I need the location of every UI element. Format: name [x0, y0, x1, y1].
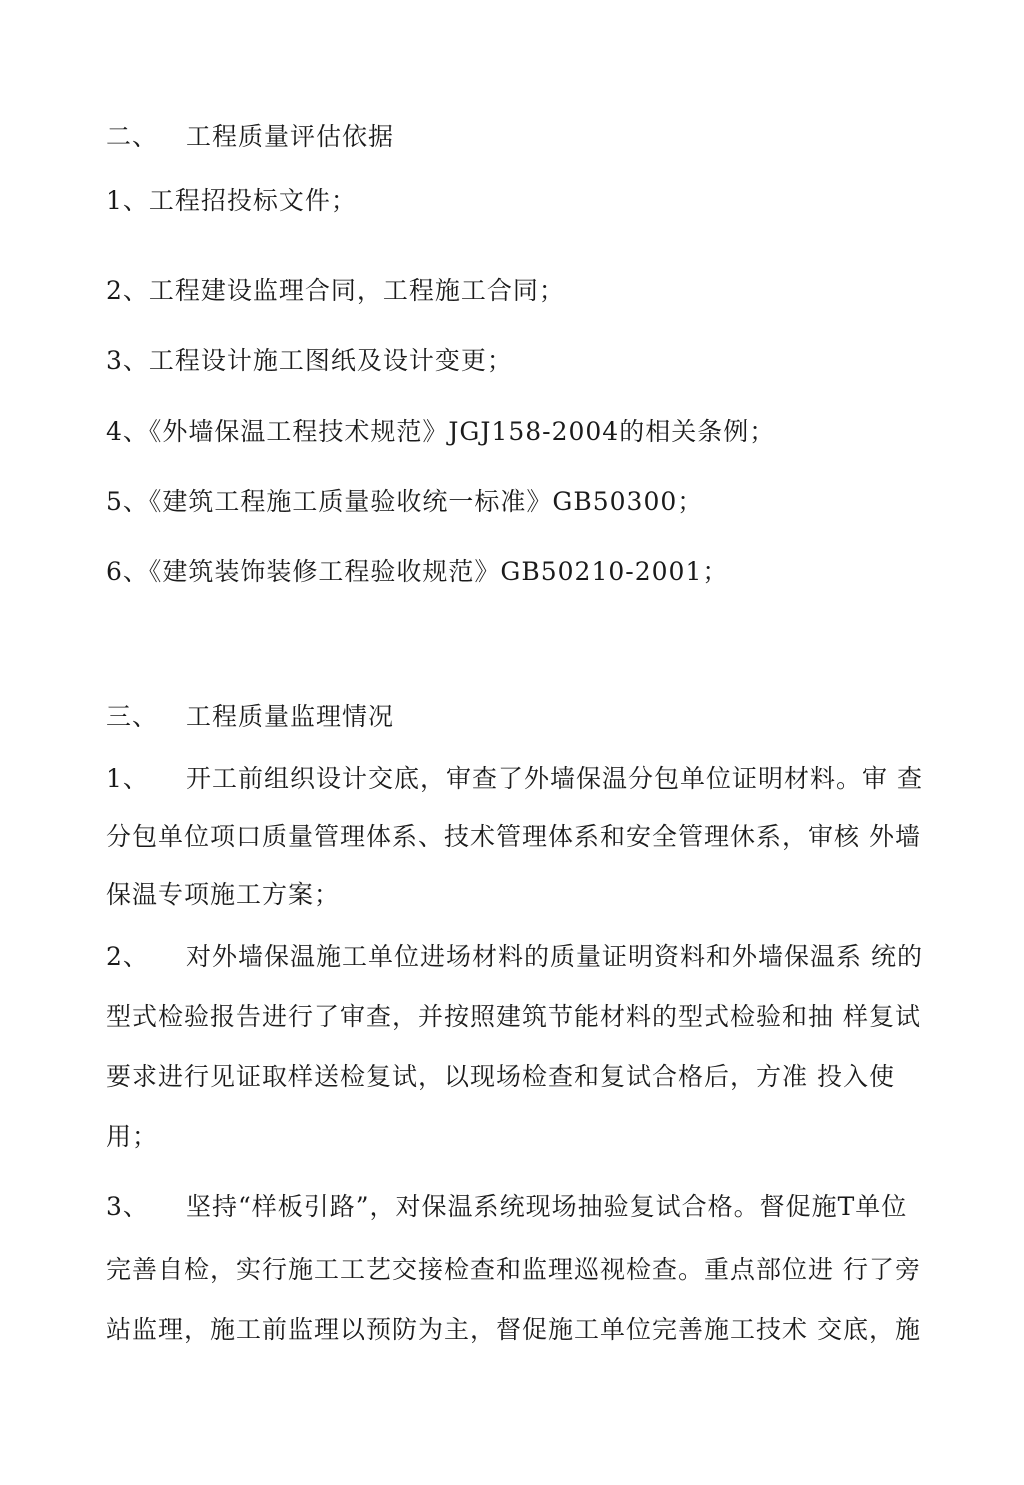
section-3-heading: [106, 700, 394, 734]
section-3-number: 三、: [106, 702, 159, 731]
para-2-line-1: [106, 940, 923, 974]
section-2-item-1: 1、工程招投标文件；: [106, 186, 357, 215]
para-3-text-1: 坚持“样板引路”，对保温系统现场抽验复试合格。督促施T单位: [186, 1192, 908, 1221]
section-2-item-3: 3、工程设计施工图纸及设计变更；: [106, 346, 513, 375]
para-1-number: 1、: [106, 764, 149, 793]
para-1-text-1: 开工前组织设计交底，审查了外墙保温分包单位证明材料。审 查: [186, 764, 923, 793]
section-2-heading: [106, 120, 394, 154]
section-2-item-5: 5、《建筑工程施工质量验收统一标准》GB50300；: [106, 487, 704, 516]
para-2-line-3: 要求进行见证取样送检复试，以现场检查和复试合格后，方准 投入使: [106, 1062, 895, 1091]
section-2-item-6: 6、《建筑装饰装修工程验收规范》GB50210-2001；: [106, 557, 729, 586]
para-1-line-1: [106, 762, 923, 796]
para-3-line-2: 完善自检，实行施工工艺交接检查和监理巡视检查。重点部位进 行了旁: [106, 1255, 921, 1284]
para-2-line-2: 型式检验报告进行了审查，并按照建筑节能材料的型式检验和抽 样复试: [106, 1002, 921, 1031]
section-2-item-2: 2、工程建设监理合同，工程施工合同；: [106, 276, 565, 305]
para-3-line-3: 站监理，施工前监理以预防为主，督促施工单位完善施工技术 交底，施: [106, 1315, 921, 1344]
para-3-number: 3、: [106, 1192, 149, 1221]
para-3-line-1: [106, 1190, 907, 1224]
section-2-number: 二、: [106, 122, 159, 151]
para-1-line-3: 保温专项施工方案；: [106, 880, 341, 909]
section-2-item-4: 4、《外墙保温工程技术规范》JGJ158-2004的相关条例；: [106, 417, 776, 446]
para-2-number: 2、: [106, 942, 149, 971]
para-2-line-4: 用；: [106, 1122, 159, 1151]
para-1-line-2: 分包单位项口质量管理体系、技术管理体系和安全管理休系，审核 外墙: [106, 822, 921, 851]
section-2-title: 工程质量评估依据: [186, 122, 395, 151]
section-3-title: 工程质量监理情况: [186, 702, 395, 731]
para-2-text-1: 对外墙保温施工单位进场材料的质量证明资料和外墙保温系 统的: [186, 942, 923, 971]
